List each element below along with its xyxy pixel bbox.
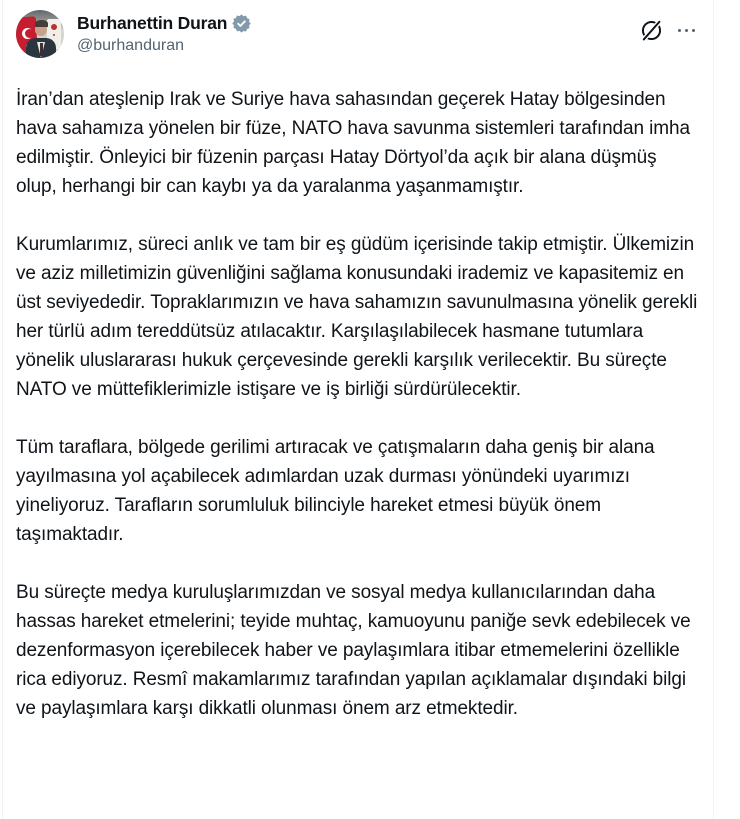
tweet-paragraph: İran’dan ateşlenip Irak ve Suriye hava sahasından geçerek Hatay bölgesinden hava sahamıza yönelen bir füze, NATO hava savunma sistemleri tarafından imha edilmiştir. Önleyici bir füzenin parçası Hatay Dörtyol’da açık bir alana düşmüş olup, herhangi bir can kaybı ya da yaralanma yaşanmamıştır. bbox=[16, 89, 690, 197]
more-icon bbox=[678, 29, 696, 33]
tweet bbox=[3, 0, 713, 723]
tweet-paragraph: Bu süreçte medya kuruluşlarımızdan ve sosyal medya kullanıcılarından daha hassas hareket etmelerini; teyide muhtaç, kamuoyunu paniğe sevk edebilecek ve dezenformasyon içerebilecek haber ve paylaşımlara itibar etmemelerini özellikle rica ediyoruz. Resmî makamlarımız tarafından yapılan açıklamalar dışındaki bilgi ve paylaşımlara karşı dikkatli olunması önem arz etmektedir. bbox=[16, 582, 691, 719]
flag-crescent-graphic bbox=[22, 28, 33, 39]
author-block bbox=[77, 10, 252, 55]
grok-icon bbox=[639, 18, 664, 43]
tweet-text bbox=[16, 85, 702, 723]
person-tie-graphic bbox=[40, 43, 43, 56]
tweet-paragraph: Tüm taraflara, bölgede gerilimi artıracak ve çatışmaların daha geniş bir alana yayılmasına yol açabilecek adımlardan uzak durması yönündeki uyarımızı yineliyoruz. Tarafların sorumluluk bilinciyle hareket etmesi büyük önem taşımaktadır. bbox=[16, 437, 655, 545]
more-button[interactable] bbox=[678, 29, 696, 33]
tweet-paragraph: Kurumlarımız, süreci anlık ve tam bir eş güdüm içerisinde takip etmiştir. Ülkemizin ve aziz milletimizin güvenliğini sağlama konusundaki irademiz ve kapasitemiz en üst seviyededir. Topraklarımızın ve hava sahamızın savunulmasına yönelik gerekli her türlü adım tereddütsüz atılacaktır. Karşılaşılabilecek hasmane tutumlara yönelik uluslararası hukuk çerçevesinde gerekli karşılık verilecektir. Bu süreçte NATO ve müttefiklerimizle istişare ve iş birliği sürdürülecektir. bbox=[16, 234, 698, 400]
grok-button[interactable] bbox=[639, 18, 664, 43]
verified-badge-icon[interactable] bbox=[231, 13, 252, 34]
author-name[interactable]: Burhanettin Duran bbox=[77, 13, 228, 33]
timeline-column bbox=[2, 0, 714, 819]
avatar[interactable] bbox=[16, 10, 64, 58]
author-handle[interactable]: @burhanduran bbox=[77, 37, 184, 54]
header-actions bbox=[639, 10, 700, 43]
flag-emblem-graphic bbox=[51, 24, 57, 30]
tweet-header bbox=[16, 10, 699, 58]
person-hair-graphic bbox=[35, 20, 48, 27]
